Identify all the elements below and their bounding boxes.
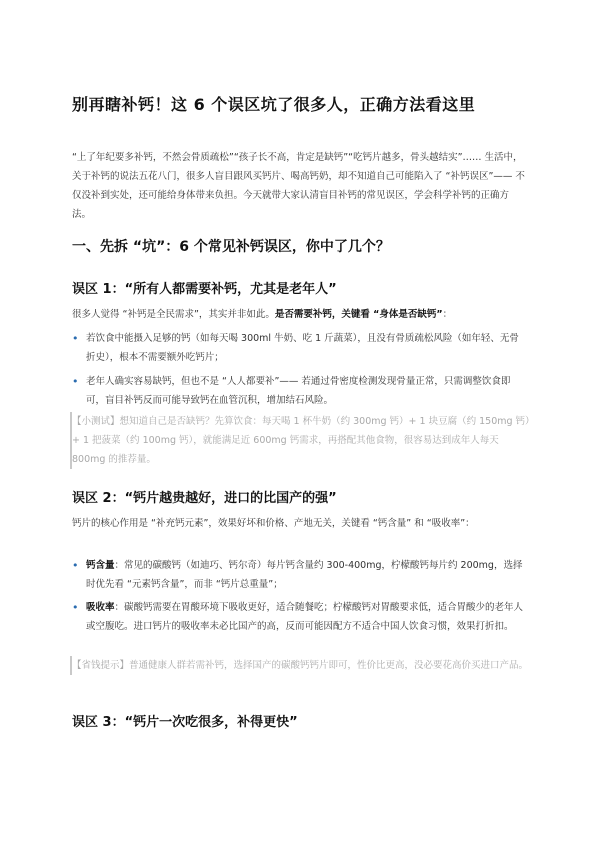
myth-2-bullet-1-text: [86, 556, 527, 594]
myth-2-tip-box: 【省钱提示】普通健康人群若需补钙，选择国产的碳酸钙钙片即可，性价比更高，没必要花高价买进口产品。: [70, 656, 534, 675]
myth-1-lead: [72, 305, 527, 324]
myth-1-lead-text: 很多人觉得 “补钙是全民需求”，其实并非如此。: [72, 309, 275, 320]
myth-1-lead-emphasis: 是否需要补钙，关键看 “身体是否缺钙”: [274, 309, 443, 320]
bullet-dot-icon: •: [72, 332, 79, 345]
myth-1-bullet-2-text: 老年人确实容易缺钙，但也不是 “人人都要补”—— 若通过骨密度检测发现骨量正常，只需调整饮食即可，盲目补钙反而可能导致钙在血管沉积，增加结石风险。: [86, 376, 511, 406]
calcium-content-label: 钙含量: [86, 560, 115, 571]
myth-2-bullet-1: [72, 556, 527, 594]
absorption-rate-text: ：碳酸钙需要在胃酸环境下吸收更好，适合随餐吃；柠檬酸钙对胃酸要求低，适合胃酸少的老年人或空腹吃。进口钙片的吸收率未必比国产的高，反而可能因配方不适合中国人饮食习惯，效果打折扣。: [86, 602, 524, 632]
absorption-rate-label: 吸收率: [86, 602, 115, 613]
myth-1-bullet-2: [72, 372, 527, 410]
myth-1-lead-end: ：: [442, 309, 453, 320]
myth-3-heading: 误区 3：“钙片一次吃很多，补得更快”: [72, 715, 298, 730]
myth-1-tip-box: 【小测试】想知道自己是否缺钙？先算饮食：每天喝 1 杯牛奶（约 300mg 钙）+ 1 块豆腐（约 150mg 钙）+ 1 把菠菜（约 100mg 钙），就能满足近 600mg 钙需求，再搭配其他食物，很容易达到成年人每天 800mg 的推荐量。: [70, 412, 534, 469]
myth-2-heading: 误区 2：“钙片越贵越好，进口的比国产的强”: [72, 491, 337, 506]
page-title: 别再瞎补钙！这 6 个误区坑了很多人，正确方法看这里: [72, 95, 476, 114]
calcium-content-text: ：常见的碳酸钙（如迪巧、钙尔奇）每片钙含量约 300-400mg，柠檬酸钙每片约 200mg，选择时优先看 “元素钙含量”，而非 “钙片总重量”；: [86, 560, 523, 590]
myth-2-bullet-2: [72, 598, 527, 636]
myth-1-bullet-1: [72, 329, 527, 367]
section-heading: 一、先拆 “坑”：6 个常见补钙误区，你中了几个？: [72, 239, 390, 255]
myth-2-lead: 钙片的核心作用是 “补充钙元素”，效果好坏和价格、产地无关，关键看 “钙含量” 和 “吸收率”：: [72, 518, 475, 529]
myth-1-bullet-1-text: 若饮食中能摄入足够的钙（如每天喝 300ml 牛奶、吃 1 斤蔬菜），且没有骨质疏松风险（如年轻、无骨折史），根本不需要额外吃钙片；: [86, 333, 519, 363]
intro-paragraph: “上了年纪要多补钙，不然会骨质疏松”“孩子长不高，肯定是缺钙”“吃钙片越多，骨头越结实”…… 生活中，关于补钙的说法五花八门，很多人盲目跟风买钙片、喝高钙奶，却不知道自己可能陷入了 “补钙误区”—— 不仅没补到实处，还可能给身体带来负担。今天就带大家认清盲目补钙的常见误区，学会科学补钙的正确方法。: [72, 152, 525, 220]
bullet-dot-icon: •: [72, 375, 79, 388]
bullet-dot-icon: •: [72, 601, 79, 614]
myth-2-bullet-2-text: [86, 598, 527, 636]
myth-1-heading: 误区 1：“所有人都需要补钙，尤其是老年人”: [72, 282, 337, 297]
bullet-dot-icon: •: [72, 559, 79, 572]
